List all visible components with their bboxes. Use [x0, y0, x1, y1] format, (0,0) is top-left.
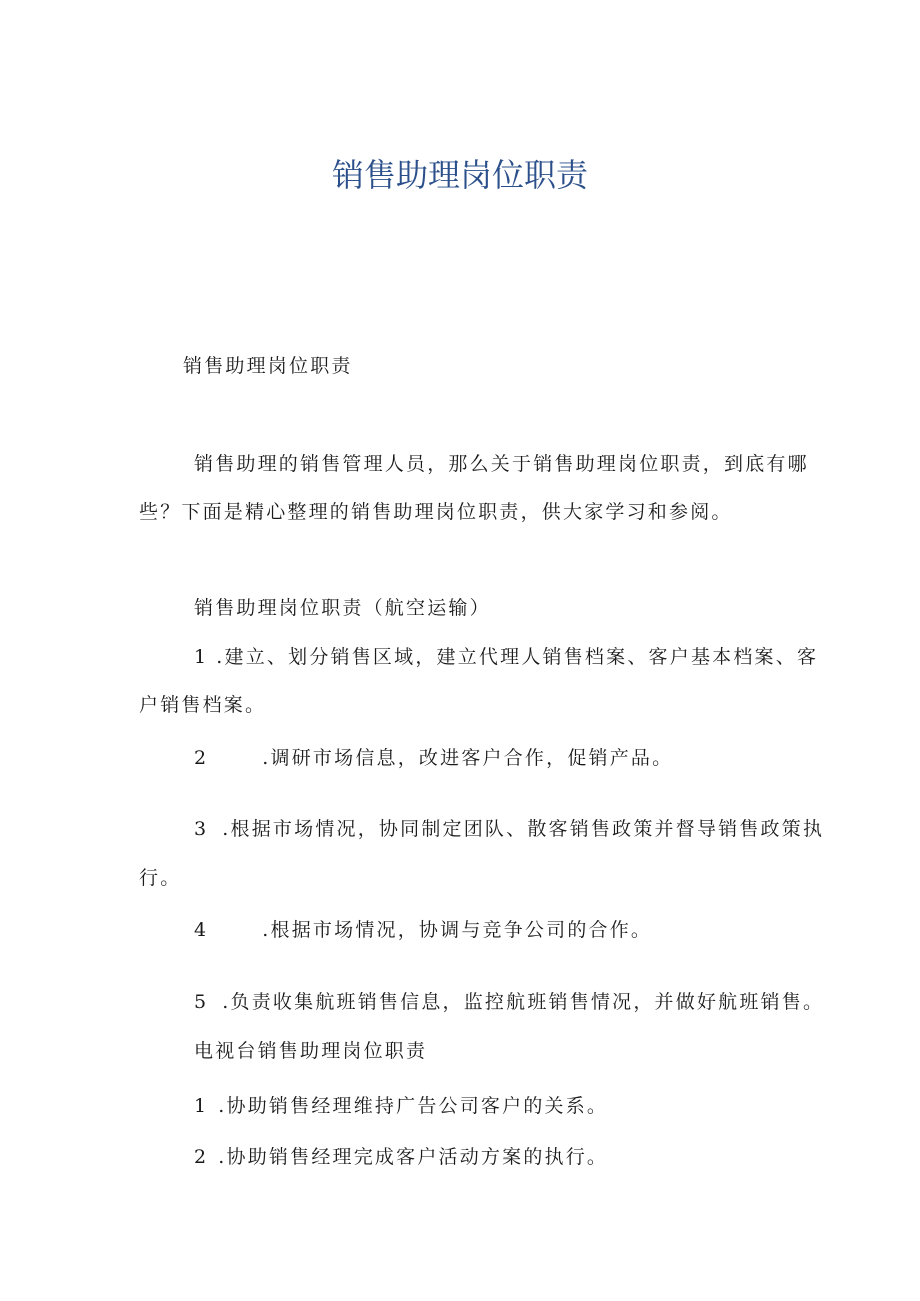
item-text: .负责收集航班销售信息，监控航班销售情况，并做好航班销售。 — [222, 991, 825, 1013]
section1-item-5 — [194, 993, 824, 1012]
document-title: 销售助理岗位职责 — [331, 156, 588, 194]
section1-heading: 销售助理岗位职责（航空运输） — [194, 597, 491, 619]
section1-item-1-cont: 户销售档案。 — [139, 694, 267, 716]
section1-item-3-cont: 行。 — [139, 867, 182, 889]
item-number: 1 — [194, 1095, 209, 1117]
section1-item-4 — [194, 921, 652, 940]
item-text: .根据市场情况，协调与竞争公司的合作。 — [262, 919, 653, 941]
section2-item-2 — [194, 1148, 608, 1167]
subheading: 销售助理岗位职责 — [183, 355, 353, 377]
item-text: .根据市场情况，协同制定团队、散客销售政策并督导销售政策执 — [222, 818, 825, 840]
item-text: .协助销售经理完成客户活动方案的执行。 — [218, 1146, 609, 1168]
section2-item-1 — [194, 1097, 608, 1116]
item-number: 2 — [194, 1146, 209, 1168]
item-number: 3 — [194, 818, 209, 840]
section1-item-1 — [194, 648, 818, 667]
item-number: 2 — [194, 747, 209, 769]
section1-item-2 — [194, 749, 673, 768]
item-text: .建立、划分销售区域，建立代理人销售档案、客户基本档案、客 — [216, 646, 819, 668]
intro-line-1: 销售助理的销售管理人员，那么关于销售助理岗位职责，到底有哪 — [194, 453, 809, 475]
section2-heading: 电视台销售助理岗位职责 — [194, 1040, 428, 1062]
item-text: .调研市场信息，改进客户合作，促销产品。 — [262, 747, 674, 769]
section1-item-3 — [194, 820, 824, 839]
item-number: 5 — [194, 991, 209, 1013]
item-number: 4 — [194, 919, 209, 941]
item-text: .协助销售经理维持广告公司客户的关系。 — [218, 1095, 609, 1117]
intro-line-2: 些？下面是精心整理的销售助理岗位职责，供大家学习和参阅。 — [139, 501, 733, 523]
item-number: 1 — [194, 646, 209, 668]
